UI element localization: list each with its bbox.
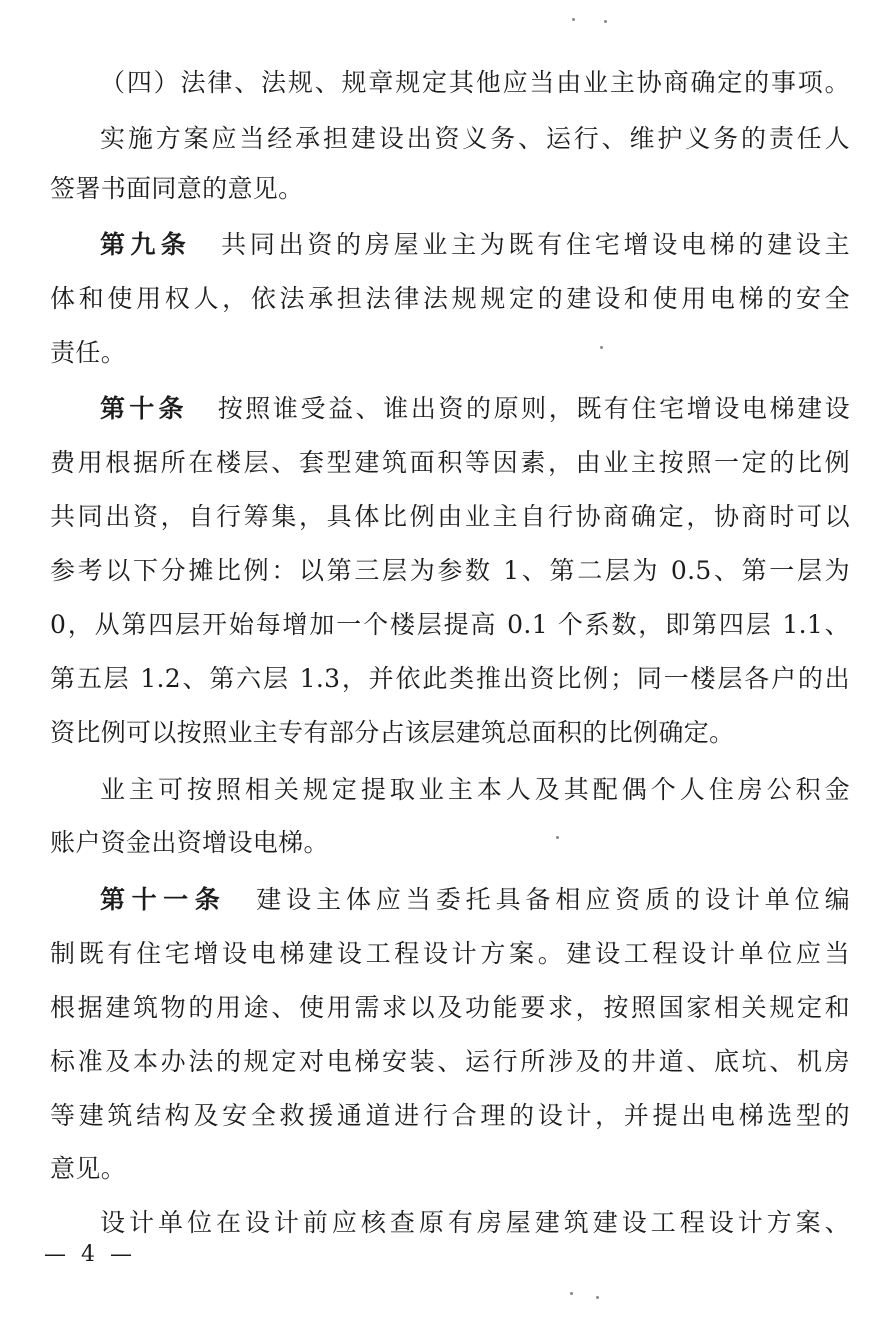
article-heading: 第九条 [100, 230, 192, 259]
text-line: 根据建筑物的用途、使用需求以及功能要求，按照国家相关规定和 [50, 993, 850, 1022]
article-line [100, 392, 850, 426]
text-line: （四）法律、法规、规章规定其他应当由业主协商确定的事项。 [100, 68, 850, 97]
scan-speck [570, 1292, 573, 1295]
text-line: 标准及本办法的规定对电梯安装、运行所涉及的井道、底坑、机房 [50, 1047, 850, 1076]
text-line: 业主可按照相关规定提取业主本人及其配偶个人住房公积金 [100, 775, 850, 804]
text-line: 费用根据所在楼层、套型建筑面积等因素，由业主按照一定的比例 [50, 448, 850, 477]
scan-speck [604, 20, 607, 23]
article-heading: 第十一条 [100, 885, 227, 914]
scan-speck [556, 836, 559, 839]
scan-speck [596, 1296, 599, 1299]
text-segment: 建设主体应当委托具备相应资质的设计单位编 [256, 885, 850, 914]
text-line: 资比例可以按照业主专有部分占该层建筑总面积的比例确定。 [50, 718, 735, 747]
page-number: — 4 — [44, 1242, 136, 1267]
text-line: 第五层 1.2、第六层 1.3，并依此类推出资比例；同一楼层各户的出 [50, 664, 850, 693]
text-line: 制既有住宅增设电梯建设工程设计方案。建设工程设计单位应当 [50, 939, 850, 968]
text-line: 设计单位在设计前应核查原有房屋建筑建设工程设计方案、 [100, 1208, 850, 1237]
text-segment: 共同出资的房屋业主为既有住宅增设电梯的建设主 [221, 230, 850, 259]
text-line: 实施方案应当经承担建设出资义务、运行、维护义务的责任人 [100, 124, 850, 153]
text-line: 签署书面同意的意见。 [50, 174, 304, 203]
text-segment: 按照谁受益、谁出资的原则，既有住宅增设电梯建设 [217, 394, 850, 423]
text-line: 体和使用权人，依法承担法律法规规定的建设和使用电梯的安全 [50, 284, 850, 313]
article-heading: 第十条 [100, 394, 188, 423]
text-line: 责任。 [50, 338, 127, 367]
text-line: 账户资金出资增设电梯。 [50, 828, 329, 857]
text-line: 等建筑结构及安全救援通道进行合理的设计，并提出电梯选型的 [50, 1101, 850, 1130]
text-line: 意见。 [50, 1154, 127, 1183]
text-line: 共同出资，自行筹集，具体比例由业主自行协商确定，协商时可以 [50, 502, 850, 531]
article-line [100, 883, 850, 917]
scan-speck [572, 18, 575, 21]
article-line [100, 228, 850, 262]
scan-speck [600, 346, 603, 349]
text-line: 参考以下分摊比例：以第三层为参数 1、第二层为 0.5、第一层为 [50, 556, 850, 585]
text-line: 0，从第四层开始每增加一个楼层提高 0.1 个系数，即第四层 1.1、 [50, 610, 850, 639]
